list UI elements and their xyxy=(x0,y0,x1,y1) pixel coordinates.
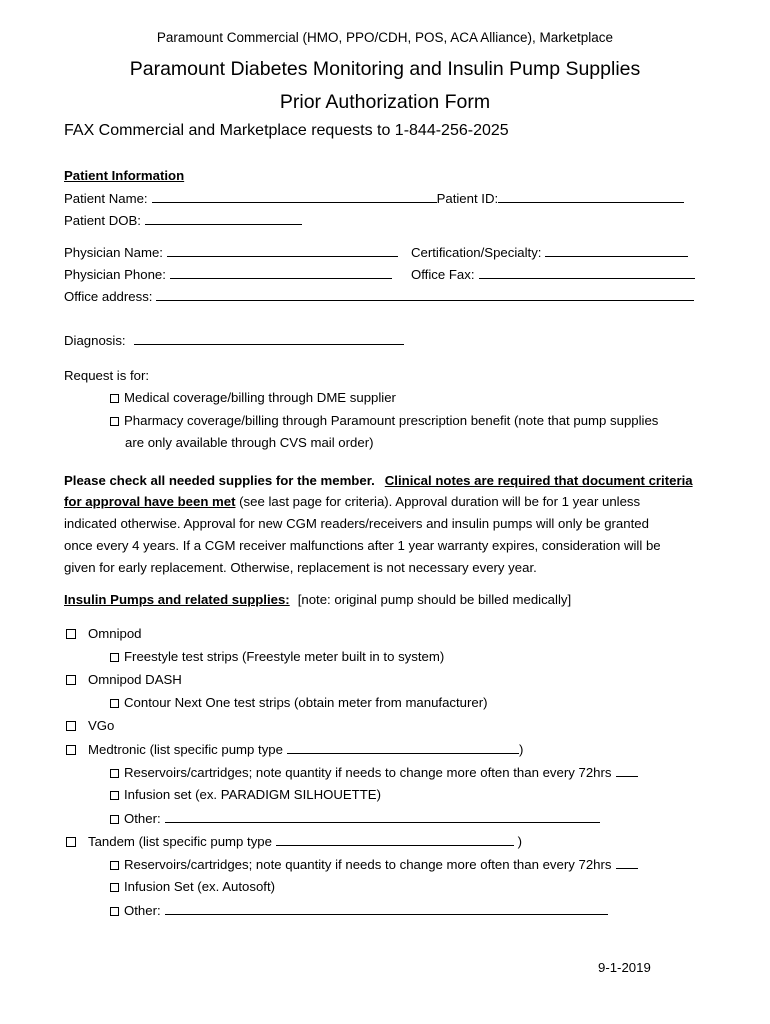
tandem-label: Tandem (list specific pump type xyxy=(88,834,272,849)
tandem-reservoirs-checkbox[interactable] xyxy=(110,861,119,870)
tandem-reservoirs-label: Reservoirs/cartridges; note quantity if needs to change more often than every 72hrs xyxy=(124,857,612,872)
omnipod-dash-strips-item[interactable] xyxy=(110,695,488,711)
request-option-pharmacy[interactable] xyxy=(110,413,658,429)
medtronic-close-paren: ) xyxy=(518,742,524,757)
certification-field[interactable] xyxy=(545,244,688,257)
medtronic-label: Medtronic (list specific pump type xyxy=(88,742,283,757)
office-address-label: Office address: xyxy=(64,289,153,304)
pumps-note: [note: original pump should be billed medically] xyxy=(297,592,572,607)
instructions-line5: given for early replacement. Otherwise, replacement is not necessary every year. xyxy=(64,560,537,575)
omnipod-checkbox[interactable] xyxy=(66,629,76,639)
tandem-other-field[interactable] xyxy=(165,902,608,915)
office-address-field[interactable] xyxy=(156,288,694,301)
patient-dob-label: Patient DOB: xyxy=(64,213,141,228)
omnipod-dash-item[interactable] xyxy=(66,672,182,688)
tandem-other-label: Other: xyxy=(124,903,161,918)
medtronic-pump-type-field[interactable] xyxy=(287,741,519,754)
tandem-pump-type-field[interactable] xyxy=(276,833,514,846)
medtronic-checkbox[interactable] xyxy=(66,745,76,755)
tandem-infusion-checkbox[interactable] xyxy=(110,883,119,892)
clinical-notes-requirement: Clinical notes are required that document criteria xyxy=(384,473,693,488)
physician-name-row xyxy=(64,244,398,261)
tandem-infusion-label: Infusion Set (ex. Autosoft) xyxy=(124,879,276,894)
omnipod-strips-label: Freestyle test strips (Freestyle meter built in to system) xyxy=(124,649,445,664)
physician-phone-row xyxy=(64,266,392,283)
diagnosis-field[interactable] xyxy=(134,332,404,345)
omnipod-dash-checkbox[interactable] xyxy=(66,675,76,685)
medtronic-infusion-label: Infusion set (ex. PARADIGM SILHOUETTE) xyxy=(124,787,381,802)
tandem-reservoirs-qty-field[interactable] xyxy=(616,856,638,869)
pumps-heading: Insulin Pumps and related supplies: xyxy=(64,592,290,607)
tandem-checkbox[interactable] xyxy=(66,837,76,847)
request-label: Request is for: xyxy=(64,368,150,383)
pharmacy-option-continued: are only available through CVS mail order) xyxy=(125,435,374,450)
medtronic-infusion-item[interactable] xyxy=(110,787,381,803)
office-address-row xyxy=(64,288,694,305)
physician-name-label: Physician Name: xyxy=(64,245,163,260)
tandem-infusion-item[interactable] xyxy=(110,879,275,895)
plans-line: Paramount Commercial (HMO, PPO/CDH, POS, ACA Alliance), Marketplace xyxy=(156,30,614,45)
omnipod-dash-strips-label: Contour Next One test strips (obtain meter from manufacturer) xyxy=(124,695,488,710)
patient-dob-row xyxy=(64,212,302,229)
instructions-bold-lead: Please check all needed supplies for the member. xyxy=(64,473,375,488)
medtronic-item[interactable] xyxy=(66,741,523,758)
medtronic-reservoirs-checkbox[interactable] xyxy=(110,769,119,778)
omnipod-strips-item[interactable] xyxy=(110,649,444,665)
medtronic-infusion-checkbox[interactable] xyxy=(110,791,119,800)
fax-instruction: FAX Commercial and Marketplace requests to 1-844-256-2025 xyxy=(64,122,509,139)
pharmacy-checkbox[interactable] xyxy=(110,417,119,426)
pumps-heading-row xyxy=(64,592,571,608)
physician-phone-field[interactable] xyxy=(170,266,392,279)
tandem-other-item[interactable] xyxy=(110,902,608,919)
approval-criteria-requirement: for approval have been met xyxy=(64,494,236,509)
diagnosis-label: Diagnosis: xyxy=(64,333,126,348)
omnipod-label: Omnipod xyxy=(88,626,142,641)
medtronic-other-label: Other: xyxy=(124,811,161,826)
tandem-reservoirs-item[interactable] xyxy=(110,856,638,873)
certification-row xyxy=(411,244,688,261)
instructions-line3: indicated otherwise. Approval for new CGM readers/receivers and insulin pumps will only be granted xyxy=(64,516,649,531)
pharmacy-option-label: Pharmacy coverage/billing through Paramount prescription benefit (note that pump supplies xyxy=(124,413,659,428)
form-title-line1: Paramount Diabetes Monitoring and Insulin Pump Supplies xyxy=(129,58,641,80)
physician-phone-label: Physician Phone: xyxy=(64,267,166,282)
tandem-item[interactable] xyxy=(66,833,522,850)
dme-checkbox[interactable] xyxy=(110,394,119,403)
patient-id-field[interactable] xyxy=(498,190,684,203)
instructions-line2 xyxy=(64,494,640,510)
patient-id-label: Patient ID: xyxy=(436,191,499,206)
vgo-item[interactable] xyxy=(66,718,114,734)
omnipod-dash-label: Omnipod DASH xyxy=(88,672,182,687)
form-title-line2: Prior Authorization Form xyxy=(279,91,491,113)
medtronic-other-item[interactable] xyxy=(110,810,600,827)
patient-name-label: Patient Name: xyxy=(64,191,148,206)
tandem-close-paren: ) xyxy=(513,834,523,849)
dme-option-label: Medical coverage/billing through DME supplier xyxy=(124,390,396,405)
certification-label: Certification/Specialty: xyxy=(411,245,542,260)
tandem-other-checkbox[interactable] xyxy=(110,907,119,916)
vgo-label: VGo xyxy=(88,718,115,733)
medtronic-other-checkbox[interactable] xyxy=(110,815,119,824)
instructions-line4: once every 4 years. If a CGM receiver malfunctions after 1 year warranty expires, consideration will be xyxy=(64,538,661,553)
medtronic-reservoirs-qty-field[interactable] xyxy=(616,764,638,777)
instructions-line2-rest: (see last page for criteria). Approval duration will be for 1 year unless xyxy=(235,494,641,509)
instructions-line1 xyxy=(64,473,693,489)
office-fax-field[interactable] xyxy=(479,266,695,279)
diagnosis-row xyxy=(64,332,404,349)
form-revision-date: 9-1-2019 xyxy=(598,960,651,975)
patient-name-field[interactable] xyxy=(152,190,437,203)
request-option-dme[interactable] xyxy=(110,390,396,406)
medtronic-reservoirs-label: Reservoirs/cartridges; note quantity if needs to change more often than every 72hrs xyxy=(124,765,612,780)
patient-dob-field[interactable] xyxy=(145,212,302,225)
office-fax-row xyxy=(411,266,695,283)
medtronic-reservoirs-item[interactable] xyxy=(110,764,638,781)
omnipod-dash-strips-checkbox[interactable] xyxy=(110,699,119,708)
medtronic-other-field[interactable] xyxy=(165,810,600,823)
vgo-checkbox[interactable] xyxy=(66,721,76,731)
omnipod-strips-checkbox[interactable] xyxy=(110,653,119,662)
physician-name-field[interactable] xyxy=(167,244,398,257)
patient-info-heading: Patient Information xyxy=(64,168,185,183)
omnipod-item[interactable] xyxy=(66,626,142,642)
patient-name-row xyxy=(64,190,684,207)
office-fax-label: Office Fax: xyxy=(411,267,475,282)
